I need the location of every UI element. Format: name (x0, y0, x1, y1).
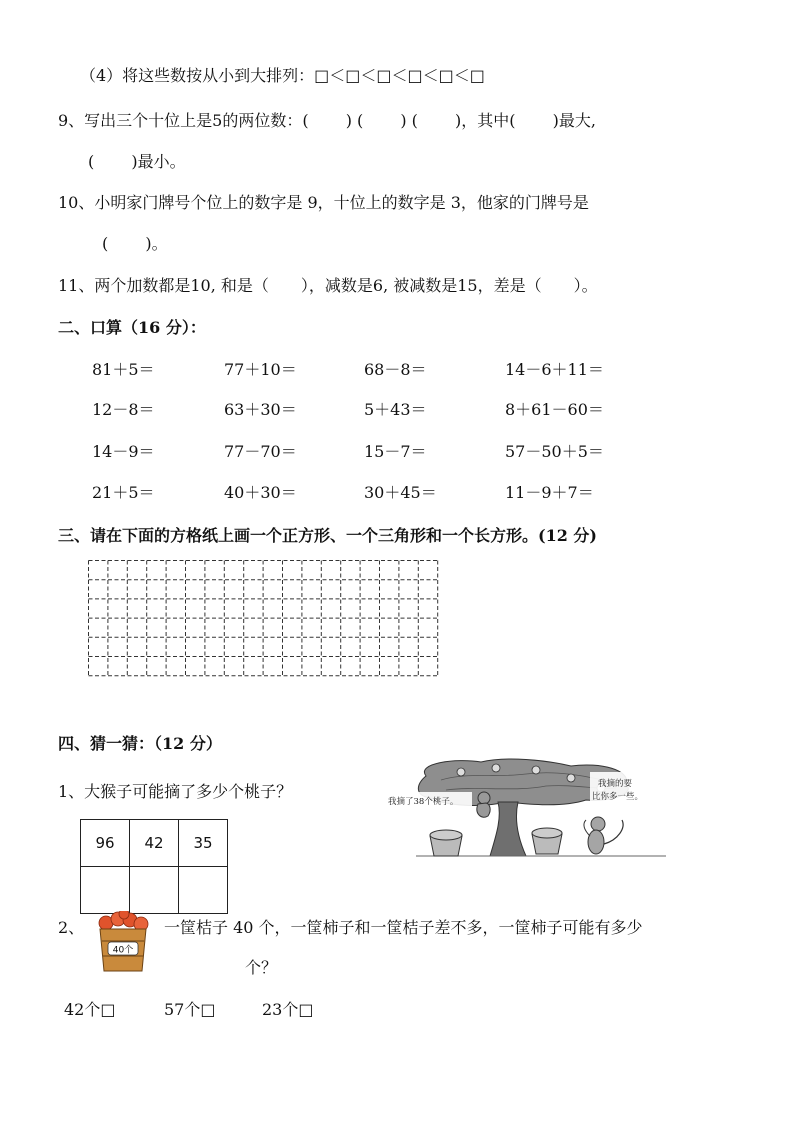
calc-item: 8＋61－60＝ (505, 400, 604, 419)
calc-item: 57－50＋5＝ (505, 442, 604, 461)
table-cell: 42 (130, 820, 179, 867)
section2-title: 二、口算（16 分）： (58, 318, 206, 337)
q4-2-line2: 个？ (245, 958, 278, 977)
answer-cell[interactable] (179, 867, 228, 914)
section4-title: 四、猜一猜：（12 分） (58, 734, 222, 753)
section3-title: 三、请在下面的方格纸上画一个正方形、一个三角形和一个长方形。(12 分) (58, 526, 597, 545)
calc-item: 77＋10＝ (224, 360, 297, 379)
calc-item: 40＋30＝ (224, 483, 297, 502)
bubble-left-text: 我摘了38个桃子。 (388, 797, 459, 807)
q10-line2: ( )。 (102, 234, 168, 253)
bubble-right-text-2: 比你多一些。 (592, 792, 644, 802)
q4-1-text: 1、大猴子可能摘了多少个桃子？ (58, 782, 293, 801)
calc-item: 77－70＝ (224, 442, 297, 461)
calc-item: 14－6＋11＝ (505, 360, 604, 379)
orange-basket-image (94, 911, 152, 975)
calc-item: 30＋45＝ (364, 483, 437, 502)
monkey-tree-illustration (386, 758, 676, 860)
option-57[interactable]: 57个□ (164, 1000, 216, 1019)
q4-2-line1: 一筐桔子 40 个，一筐柿子和一筐桔子差不多，一筐柿子可能有多少 (164, 918, 643, 937)
basket-label: 40个 (112, 945, 134, 956)
answer-cell[interactable] (130, 867, 179, 914)
calc-item: 11－9＋7＝ (505, 483, 594, 502)
option-23[interactable]: 23个□ (262, 1000, 314, 1019)
bubble-right-text-1: 我摘的要 (598, 779, 633, 789)
q10-line1: 10、小明家门牌号个位上的数字是 9，十位上的数字是 3，他家的门牌号是 (58, 193, 589, 212)
option-42[interactable]: 42个□ (64, 1000, 116, 1019)
table-cell: 96 (81, 820, 130, 867)
calc-item: 21＋5＝ (92, 483, 155, 502)
calc-item: 63＋30＝ (224, 400, 297, 419)
q9-line1: 9、写出三个十位上是5的两位数：( ) ( ) ( )，其中( )最大, (58, 111, 596, 130)
q11-text: 11、两个加数都是10, 和是（ ），减数是6, 被减数是15，差是（ ）。 (58, 276, 598, 295)
calc-item: 81＋5＝ (92, 360, 155, 379)
answer-cell[interactable] (81, 867, 130, 914)
calc-item: 68－8＝ (364, 360, 427, 379)
calc-item: 5＋43＝ (364, 400, 427, 419)
q9-line2: ( )最小。 (88, 152, 186, 171)
q4-2-number: 2、 (58, 918, 85, 937)
answer-table (80, 819, 228, 914)
calc-item: 14－9＝ (92, 442, 155, 461)
drawing-grid-paper[interactable] (88, 560, 440, 677)
table-cell: 35 (179, 820, 228, 867)
calc-item: 15－7＝ (364, 442, 427, 461)
q8-sub4-text: （4）将这些数按从小到大排列：□＜□＜□＜□＜□＜□ (80, 66, 485, 85)
calc-item: 12－8＝ (92, 400, 155, 419)
